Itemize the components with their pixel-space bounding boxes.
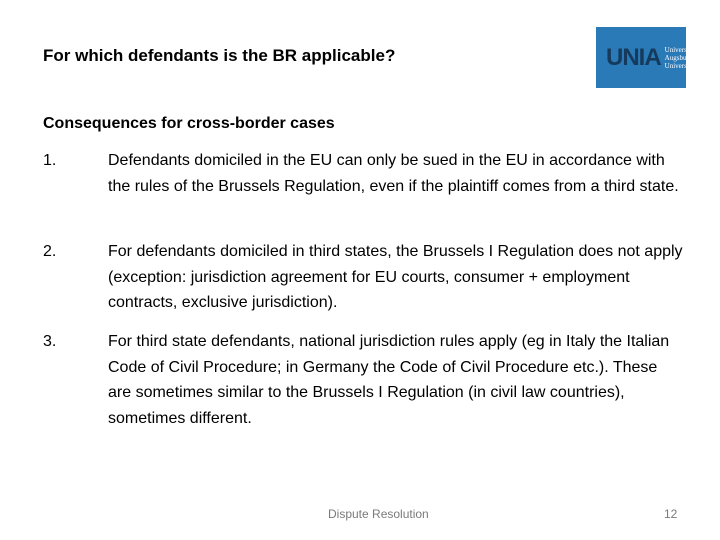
logo-line-1: Universität <box>664 45 696 54</box>
list-item-text: For defendants domiciled in third states, the Brussels I Regulation does not apply (exception: jurisdiction agreement for EU courts, consumer + employment contracts, exclusive jurisdiction). <box>108 243 683 311</box>
university-logo <box>596 27 696 88</box>
list-item-text: Defendants domiciled in the EU can only be sued in the EU in accordance with the rules of the Brussels Regulation, even if the plaintiff comes from a third state. <box>108 152 679 195</box>
list-item-text: For third state defendants, national jurisdiction rules apply (eg in Italy the Italian Code of Civil Procedure; in Germany the Code of Civil Procedure etc.). These are sometimes similar to the Brussels I Regulation (in civil law countries), sometimes different. <box>108 333 670 427</box>
logo-line-2: Augsburg <box>664 53 693 62</box>
footer-label: Dispute Resolution <box>328 507 429 521</box>
list-item-number: 2. <box>43 243 57 260</box>
page-number: 12 <box>664 507 678 521</box>
section-subtitle: Consequences for cross-border cases <box>43 115 335 132</box>
logo-line-3: University <box>664 61 695 70</box>
list-item-number: 3. <box>43 333 57 350</box>
slide-title: For which defendants is the BR applicable? <box>43 46 396 65</box>
logo-text <box>665 46 696 70</box>
list-item-number: 1. <box>43 152 57 169</box>
logo-mark: UNIA <box>606 43 661 71</box>
